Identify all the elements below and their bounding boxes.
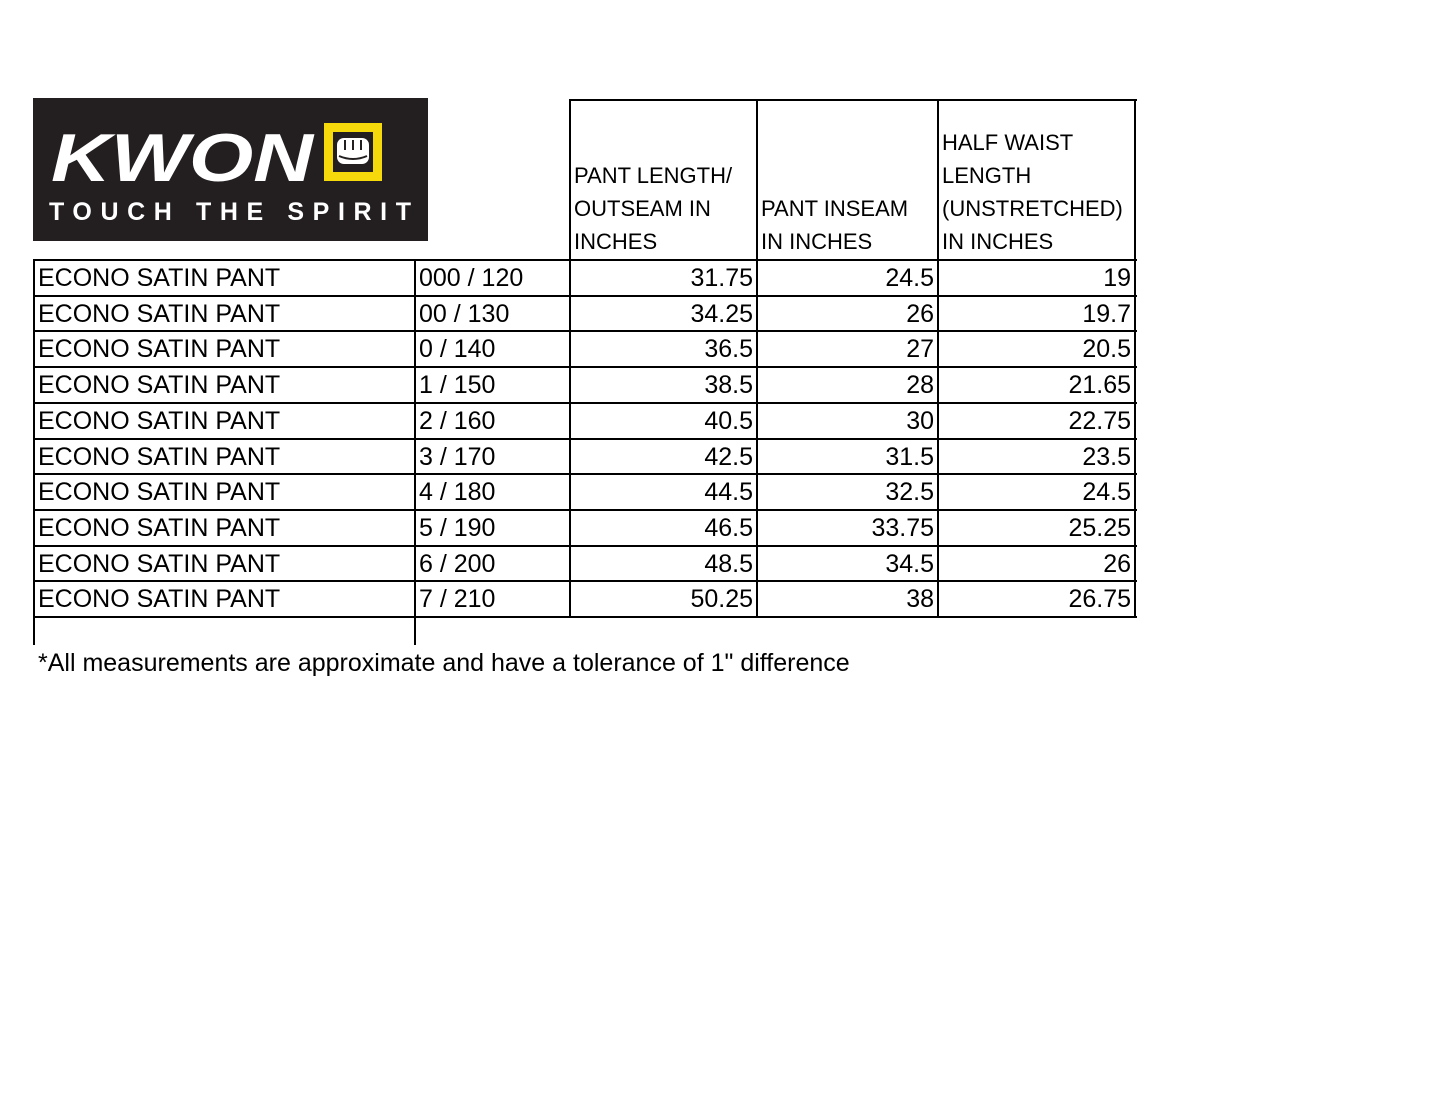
grid-line bbox=[1134, 99, 1136, 618]
product-cell: ECONO SATIN PANT bbox=[38, 585, 281, 614]
size-cell: 0 / 140 bbox=[419, 335, 496, 364]
kwon-logo-graphic bbox=[33, 98, 428, 241]
size-cell: 7 / 210 bbox=[419, 585, 496, 614]
pant-inseam-cell: 26 bbox=[906, 299, 934, 328]
header-line: INCHES bbox=[574, 229, 658, 254]
size-cell: 2 / 160 bbox=[419, 406, 496, 435]
product-cell: ECONO SATIN PANT bbox=[38, 513, 281, 542]
product-cell: ECONO SATIN PANT bbox=[38, 478, 281, 507]
half-waist-cell: 26.75 bbox=[1068, 585, 1131, 614]
size-cell: 5 / 190 bbox=[419, 513, 496, 542]
half-waist-cell: 21.65 bbox=[1068, 371, 1131, 400]
grid-line bbox=[33, 580, 1137, 582]
half-waist-cell: 19 bbox=[1103, 264, 1131, 292]
grid-line bbox=[33, 295, 1137, 297]
pant-inseam-cell: 27 bbox=[906, 335, 934, 364]
half-waist-cell: 23.5 bbox=[1082, 442, 1131, 471]
header-line: IN INCHES bbox=[761, 229, 873, 254]
header-line: PANT LENGTH/ bbox=[574, 163, 733, 188]
pant-inseam-cell: 33.75 bbox=[871, 513, 934, 542]
product-cell: ECONO SATIN PANT bbox=[38, 549, 281, 578]
pant-length-cell: 44.5 bbox=[704, 478, 753, 507]
grid-line bbox=[569, 99, 1137, 101]
header-pant-inseam bbox=[757, 100, 938, 260]
half-waist-cell: 20.5 bbox=[1082, 335, 1131, 364]
product-cell: ECONO SATIN PANT bbox=[38, 442, 281, 471]
size-cell: 3 / 170 bbox=[419, 442, 496, 471]
pant-inseam-cell: 34.5 bbox=[885, 549, 934, 578]
grid-line bbox=[33, 259, 1137, 261]
half-waist-cell: 25.25 bbox=[1068, 513, 1131, 542]
grid-line bbox=[33, 545, 1137, 547]
size-cell: 00 / 130 bbox=[419, 299, 510, 328]
pant-length-cell: 48.5 bbox=[704, 549, 753, 578]
header-line: IN INCHES bbox=[942, 229, 1054, 254]
grid-line bbox=[756, 99, 758, 617]
grid-line bbox=[33, 402, 1137, 404]
header-line: HALF WAIST bbox=[942, 130, 1074, 155]
grid-line bbox=[937, 99, 939, 617]
header-line: LENGTH bbox=[942, 163, 1032, 188]
logo-brand-text: KWON bbox=[51, 120, 316, 196]
pant-inseam-cell: 32.5 bbox=[885, 478, 934, 507]
half-waist-cell: 24.5 bbox=[1082, 478, 1131, 507]
header-line: PANT INSEAM bbox=[761, 196, 909, 221]
grid-line bbox=[33, 366, 1137, 368]
pant-inseam-cell: 24.5 bbox=[885, 264, 934, 292]
half-waist-cell: 22.75 bbox=[1068, 406, 1131, 435]
header-half-waist bbox=[938, 100, 1135, 260]
pant-inseam-cell: 28 bbox=[906, 371, 934, 400]
grid-line bbox=[33, 509, 1137, 511]
product-cell: ECONO SATIN PANT bbox=[38, 299, 281, 328]
pant-inseam-cell: 38 bbox=[906, 585, 934, 614]
grid-line bbox=[33, 259, 35, 645]
grid-line bbox=[33, 330, 1137, 332]
header-line: OUTSEAM IN bbox=[574, 196, 711, 221]
pant-length-cell: 46.5 bbox=[704, 513, 753, 542]
pant-inseam-cell: 31.5 bbox=[885, 442, 934, 471]
size-cell: 1 / 150 bbox=[419, 371, 496, 400]
pant-length-cell: 36.5 bbox=[704, 335, 753, 364]
product-cell: ECONO SATIN PANT bbox=[38, 264, 281, 292]
pant-length-cell: 38.5 bbox=[704, 371, 753, 400]
grid-line bbox=[33, 473, 1137, 475]
pant-length-cell: 42.5 bbox=[704, 442, 753, 471]
fist-icon bbox=[324, 123, 382, 181]
size-cell: 4 / 180 bbox=[419, 478, 496, 507]
header-pant-length bbox=[570, 100, 757, 260]
half-waist-cell: 26 bbox=[1103, 549, 1131, 578]
size-cell: 000 / 120 bbox=[419, 264, 524, 292]
product-cell: ECONO SATIN PANT bbox=[38, 406, 281, 435]
pant-length-cell: 50.25 bbox=[690, 585, 753, 614]
size-cell: 6 / 200 bbox=[419, 549, 496, 578]
pant-length-cell: 40.5 bbox=[704, 406, 753, 435]
pant-inseam-cell: 30 bbox=[906, 406, 934, 435]
product-cell: ECONO SATIN PANT bbox=[38, 335, 281, 364]
half-waist-cell: 19.7 bbox=[1082, 299, 1131, 328]
header-line: (UNSTRETCHED) bbox=[942, 196, 1123, 221]
pant-length-cell: 34.25 bbox=[690, 299, 753, 328]
grid-line bbox=[569, 99, 571, 617]
grid-line bbox=[33, 438, 1137, 440]
logo-tagline-text: TOUCH THE SPIRIT bbox=[49, 198, 411, 226]
footnote: *All measurements are approximate and have a tolerance of 1" difference bbox=[38, 649, 850, 677]
grid-line bbox=[414, 259, 416, 645]
grid-line bbox=[33, 616, 1137, 618]
pant-length-cell: 31.75 bbox=[690, 264, 753, 292]
kwon-logo bbox=[33, 98, 428, 241]
product-cell: ECONO SATIN PANT bbox=[38, 371, 281, 400]
